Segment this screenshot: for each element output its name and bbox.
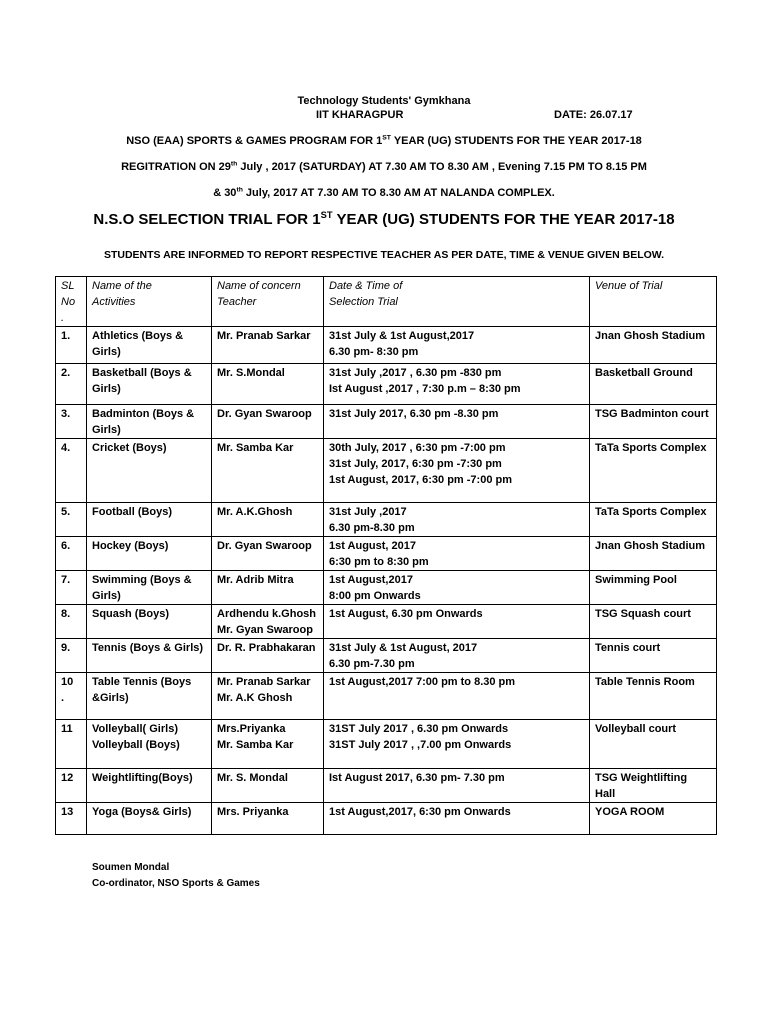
cell-activity	[87, 639, 212, 673]
cell-line: 1st August,2017, 6:30 pm Onwards	[329, 806, 511, 818]
cell-line: TaTa Sports Complex	[595, 442, 707, 454]
cell-teacher	[212, 364, 324, 405]
table-row	[56, 673, 717, 720]
cell-line: 31st July ,2017 , 6.30 pm -830 pm	[329, 367, 502, 379]
header-date-time: Date & Time of Selection Trial	[324, 277, 590, 327]
cell-sl-no	[56, 364, 87, 405]
cell-line: Mr. Samba Kar	[217, 739, 294, 751]
cell-line: 5.	[61, 506, 71, 518]
cell-venue	[590, 673, 717, 720]
cell-line: 30th July, 2017 , 6:30 pm -7:00 pm	[329, 442, 506, 454]
cell-line: 13	[61, 806, 74, 818]
selection-trial-heading: N.S.O SELECTION TRIAL FOR 1ST YEAR (UG) STUDENTS FOR THE YEAR 2017-18	[93, 210, 675, 228]
table-row	[56, 364, 717, 405]
instruction-line: STUDENTS ARE INFORMED TO REPORT RESPECTIVE TEACHER AS PER DATE, TIME & VENUE GIVEN BELOW.	[103, 249, 665, 261]
cell-activity	[87, 364, 212, 405]
cell-line: Swimming (Boys &	[92, 574, 192, 586]
cell-line: Squash (Boys)	[92, 608, 170, 620]
cell-line: 6.30 pm-8.30 pm	[329, 522, 415, 534]
cell-venue	[590, 571, 717, 605]
cell-venue	[590, 639, 717, 673]
cell-line: 8:00 pm Onwards	[329, 590, 421, 602]
cell-line: 31st July & 1st August,2017	[329, 330, 475, 342]
cell-line: Girls)	[92, 424, 121, 436]
cell-line: 12	[61, 772, 74, 784]
cell-date-time	[324, 720, 590, 769]
cell-line: Volleyball (Boys)	[92, 739, 180, 751]
table-row	[56, 803, 717, 835]
program-heading: NSO (EAA) SPORTS & GAMES PROGRAM FOR 1ST YEAR (UG) STUDENTS FOR THE YEAR 2017-18	[126, 134, 642, 147]
cell-line: 31ST July 2017 , 6.30 pm Onwards	[329, 723, 509, 735]
cell-activity	[87, 673, 212, 720]
cell-line: 1st August, 2017, 6:30 pm -7:00 pm	[329, 474, 512, 486]
cell-line: 4.	[61, 442, 71, 454]
cell-sl-no	[56, 720, 87, 769]
cell-sl-no	[56, 571, 87, 605]
cell-activity	[87, 503, 212, 537]
cell-line: Girls)	[92, 346, 121, 358]
cell-activity	[87, 327, 212, 364]
coordinator-name: Soumen Mondal	[92, 862, 170, 873]
cell-line: Athletics (Boys &	[92, 330, 184, 342]
cell-line: Mr. S. Mondal	[217, 772, 288, 784]
cell-line: 1st August,2017	[329, 574, 413, 586]
cell-sl-no	[56, 639, 87, 673]
cell-line: Jnan Ghosh Stadium	[595, 540, 706, 552]
cell-line: Table Tennis (Boys	[92, 676, 192, 688]
cell-sl-no	[56, 769, 87, 803]
cell-line: Mr. Pranab Sarkar	[217, 676, 311, 688]
cell-line: Mr. Samba Kar	[217, 442, 294, 454]
cell-date-time	[324, 364, 590, 405]
cell-line: 11	[61, 723, 73, 735]
cell-line: 6.30 pm-7.30 pm	[329, 658, 415, 670]
cell-teacher	[212, 405, 324, 439]
institute-name: IIT KHARAGPUR	[316, 109, 404, 121]
table-row	[56, 639, 717, 673]
cell-line: 1st August, 2017	[329, 540, 417, 552]
cell-sl-no	[56, 439, 87, 503]
cell-sl-no	[56, 405, 87, 439]
cell-line: 6:30 pm to 8:30 pm	[329, 556, 429, 568]
cell-line: Swimming Pool	[595, 574, 677, 586]
cell-activity	[87, 803, 212, 835]
cell-line: Dr. Gyan Swaroop	[217, 540, 312, 552]
cell-venue	[590, 769, 717, 803]
header-activity: Name of the Activities	[87, 277, 212, 327]
cell-line: 10	[61, 676, 74, 688]
cell-line: 9.	[61, 642, 71, 654]
cell-line: Badminton (Boys &	[92, 408, 195, 420]
cell-date-time	[324, 571, 590, 605]
organisation-title: Technology Students' Gymkhana	[297, 95, 471, 107]
cell-teacher	[212, 803, 324, 835]
cell-line: Mr. A.K.Ghosh	[217, 506, 293, 518]
cell-line: 31st July 2017, 6.30 pm -8.30 pm	[329, 408, 499, 420]
cell-date-time	[324, 327, 590, 364]
cell-date-time	[324, 405, 590, 439]
cell-line: 31st July ,2017	[329, 506, 407, 518]
trial-schedule-table	[55, 276, 717, 835]
cell-date-time	[324, 673, 590, 720]
cell-line: 6.	[61, 540, 71, 552]
cell-teacher	[212, 327, 324, 364]
cell-date-time	[324, 803, 590, 835]
cell-line: Ardhendu k.Ghosh	[217, 608, 316, 620]
cell-date-time	[324, 503, 590, 537]
cell-activity	[87, 571, 212, 605]
header-teacher: Name of concern Teacher	[212, 277, 324, 327]
cell-line: Basketball Ground	[595, 367, 693, 379]
cell-date-time	[324, 439, 590, 503]
cell-activity	[87, 537, 212, 571]
cell-line: Mr. S.Mondal	[217, 367, 285, 379]
header-sl-no: SL No .	[56, 277, 87, 327]
cell-line: Cricket (Boys)	[92, 442, 167, 454]
cell-line: TSG Badminton court	[595, 408, 709, 420]
cell-line: Tennis (Boys & Girls)	[92, 642, 204, 654]
cell-line: 1st August, 6.30 pm Onwards	[329, 608, 483, 620]
cell-teacher	[212, 720, 324, 769]
cell-line: Mr. Gyan Swaroop	[217, 624, 313, 636]
cell-venue	[590, 327, 717, 364]
cell-line: Volleyball court	[595, 723, 677, 735]
table-row	[56, 571, 717, 605]
cell-line: Mr. A.K Ghosh	[217, 692, 293, 704]
cell-line: 31st July, 2017, 6:30 pm -7:30 pm	[329, 458, 502, 470]
table-header-row	[56, 277, 717, 327]
signature-block	[92, 860, 260, 892]
cell-sl-no	[56, 537, 87, 571]
cell-date-time	[324, 537, 590, 571]
registration-line-1: REGITRATION ON 29th July , 2017 (SATURDAY) AT 7.30 AM TO 8.30 AM , Evening 7.15 PM TO 8.15 PM	[121, 160, 647, 173]
cell-activity	[87, 605, 212, 639]
cell-line: Ist August ,2017 , 7:30 p.m – 8:30 pm	[329, 383, 521, 395]
cell-line: Football (Boys)	[92, 506, 173, 518]
cell-sl-no	[56, 673, 87, 720]
cell-line: TSG Weightlifting	[595, 772, 688, 784]
cell-line: Ist August 2017, 6.30 pm- 7.30 pm	[329, 772, 505, 784]
cell-teacher	[212, 571, 324, 605]
cell-line: Girls)	[92, 383, 121, 395]
cell-date-time	[324, 639, 590, 673]
cell-venue	[590, 503, 717, 537]
cell-sl-no	[56, 503, 87, 537]
cell-sl-no	[56, 327, 87, 364]
cell-line: 6.30 pm- 8:30 pm	[329, 346, 419, 358]
cell-teacher	[212, 503, 324, 537]
cell-line: &Girls)	[92, 692, 129, 704]
cell-venue	[590, 364, 717, 405]
table-row	[56, 327, 717, 364]
cell-line: Mr. Pranab Sarkar	[217, 330, 311, 342]
cell-line: 3.	[61, 408, 71, 420]
cell-activity	[87, 405, 212, 439]
cell-line: 8.	[61, 608, 71, 620]
cell-line: 31ST July 2017 , ,7.00 pm Onwards	[329, 739, 512, 751]
cell-line: 2.	[61, 367, 71, 379]
notice-date: DATE: 26.07.17	[554, 109, 633, 121]
cell-line: 7.	[61, 574, 71, 586]
cell-venue	[590, 405, 717, 439]
table-row	[56, 769, 717, 803]
cell-venue	[590, 605, 717, 639]
table-row	[56, 537, 717, 571]
cell-line: Hall	[595, 788, 616, 800]
table-row	[56, 605, 717, 639]
cell-line: Jnan Ghosh Stadium	[595, 330, 706, 342]
cell-line: Volleyball( Girls)	[92, 723, 178, 735]
cell-teacher	[212, 769, 324, 803]
cell-line: Mr. Adrib Mitra	[217, 574, 294, 586]
cell-teacher	[212, 673, 324, 720]
cell-venue	[590, 720, 717, 769]
cell-line: Hockey (Boys)	[92, 540, 169, 552]
cell-date-time	[324, 769, 590, 803]
cell-venue	[590, 439, 717, 503]
coordinator-role: Co-ordinator, NSO Sports & Games	[92, 878, 260, 889]
cell-line: Dr. Gyan Swaroop	[217, 408, 312, 420]
cell-sl-no	[56, 605, 87, 639]
cell-line: TSG Squash court	[595, 608, 691, 620]
cell-venue	[590, 537, 717, 571]
cell-line: 1st August,2017 7:00 pm to 8.30 pm	[329, 676, 516, 688]
cell-activity	[87, 769, 212, 803]
cell-line: YOGA ROOM	[595, 806, 665, 818]
cell-line: Weightlifting(Boys)	[92, 772, 193, 784]
cell-line: Basketball (Boys &	[92, 367, 192, 379]
cell-line: .	[61, 692, 65, 704]
cell-sl-no	[56, 803, 87, 835]
cell-line: Mrs. Priyanka	[217, 806, 289, 818]
cell-teacher	[212, 639, 324, 673]
cell-line: Yoga (Boys& Girls)	[92, 806, 192, 818]
cell-line: Tennis court	[595, 642, 661, 654]
table-row	[56, 439, 717, 503]
cell-teacher	[212, 537, 324, 571]
header-venue: Venue of Trial	[590, 277, 717, 327]
cell-date-time	[324, 605, 590, 639]
registration-line-2: & 30th July, 2017 AT 7.30 AM TO 8.30 AM AT NALANDA COMPLEX.	[213, 186, 555, 199]
cell-line: Table Tennis Room	[595, 676, 695, 688]
cell-activity	[87, 720, 212, 769]
table-row	[56, 503, 717, 537]
cell-line: Girls)	[92, 590, 121, 602]
cell-line: 1.	[61, 330, 71, 342]
table-row	[56, 405, 717, 439]
cell-venue	[590, 803, 717, 835]
cell-teacher	[212, 605, 324, 639]
cell-line: TaTa Sports Complex	[595, 506, 707, 518]
cell-line: Dr. R. Prabhakaran	[217, 642, 316, 654]
table-row	[56, 720, 717, 769]
cell-line: 31st July & 1st August, 2017	[329, 642, 478, 654]
cell-teacher	[212, 439, 324, 503]
cell-activity	[87, 439, 212, 503]
cell-line: Mrs.Priyanka	[217, 723, 286, 735]
